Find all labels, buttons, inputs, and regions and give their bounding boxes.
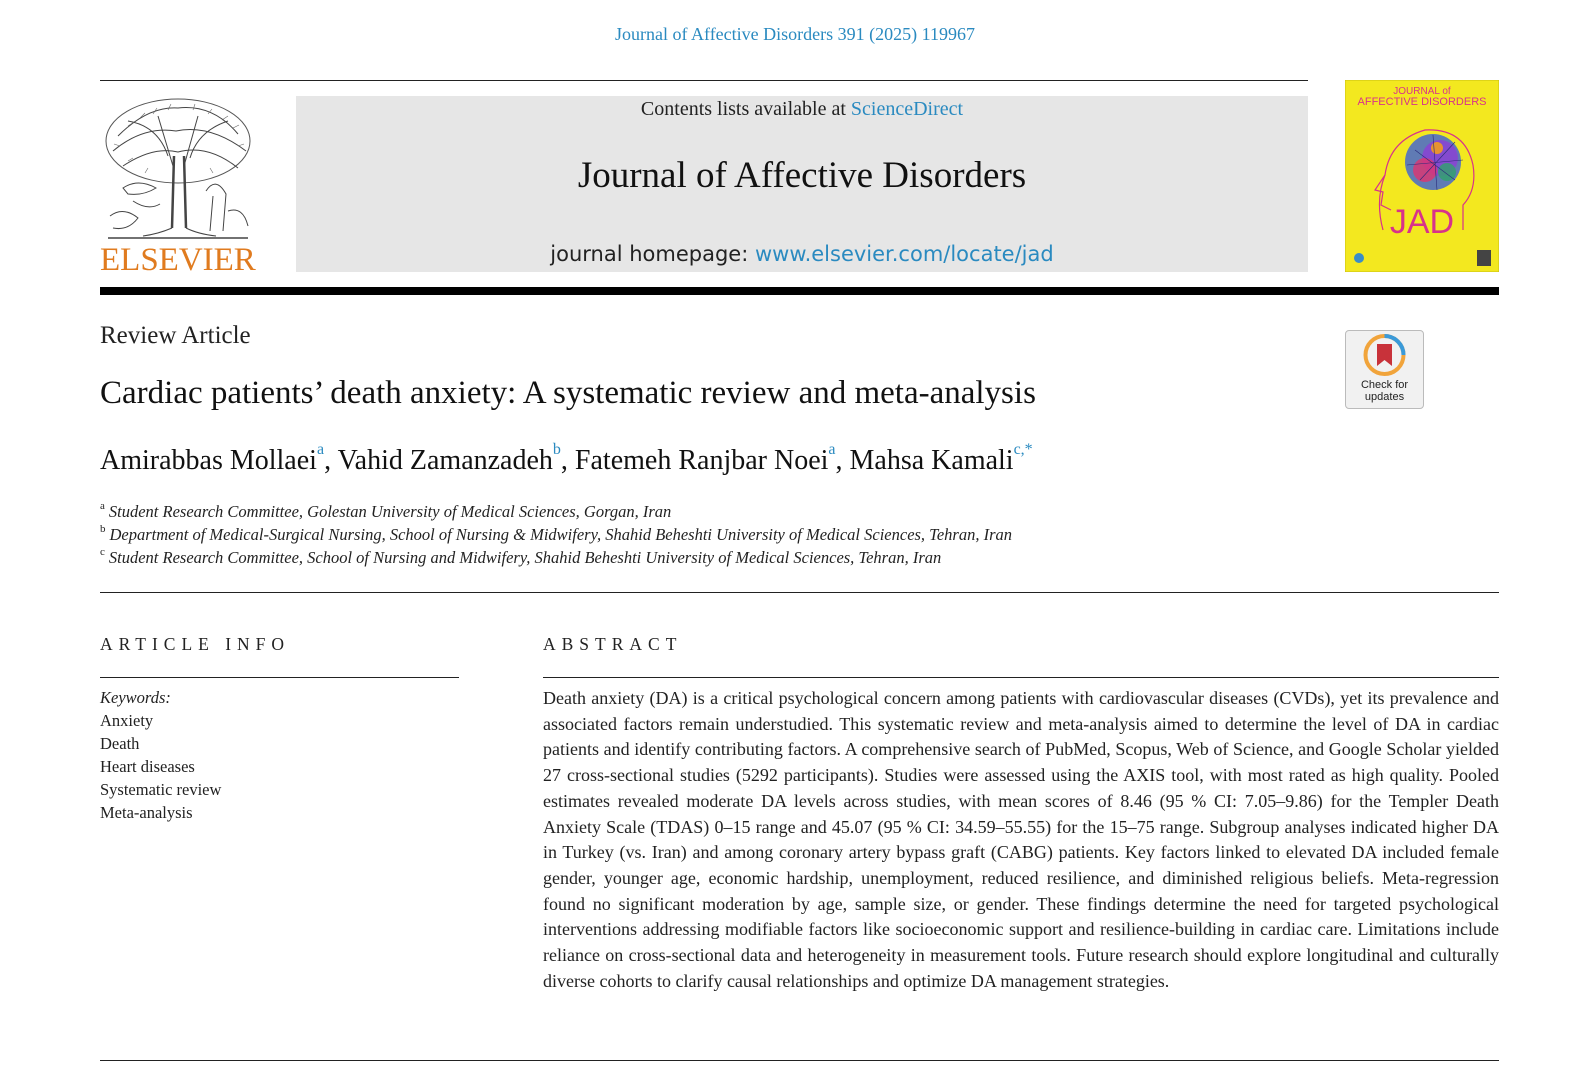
author-separator: , [560, 445, 575, 476]
keyword-item[interactable]: Meta-analysis [100, 803, 193, 822]
affiliation-text: Student Research Committee, Golestan University of Medical Sciences, Gorgan, Iran [108, 502, 672, 521]
sciencedirect-link[interactable]: ScienceDirect [850, 98, 964, 120]
elsevier-tree-icon [98, 96, 256, 246]
affiliation-text: Department of Medical-Surgical Nursing, School of Nursing & Midwifery, Shahid Beheshti University of Medical Sciences, Tehran, Iran [109, 525, 1013, 544]
contents-available-line [296, 98, 1308, 121]
affiliation-mark: a [100, 500, 105, 512]
journal-cover-art [1345, 80, 1499, 272]
check-for-updates-icon [1346, 331, 1423, 381]
author-affiliation-mark[interactable]: b [552, 441, 561, 458]
author-affiliation-mark[interactable]: a [828, 441, 836, 458]
keywords-label: Keywords: [100, 688, 171, 707]
footer-rule [100, 1060, 1499, 1061]
homepage-link[interactable]: www.elsevier.com/locate/jad [754, 242, 1054, 266]
author-name[interactable]: Mahsa Kamali [849, 445, 1014, 476]
affiliation-c [100, 548, 941, 568]
journal-homepage-line [296, 242, 1308, 266]
affiliation-mark: c [100, 546, 105, 558]
journal-cover[interactable] [1345, 80, 1499, 272]
journal-title: Journal of Affective Disorders [577, 155, 1027, 196]
contents-prefix: Contents lists available at [640, 98, 851, 120]
affiliation-b [100, 525, 1012, 545]
homepage-prefix: journal homepage: [550, 242, 755, 266]
cover-title-line1: JOURNAL of [1393, 86, 1451, 97]
article-title: Cardiac patients’ death anxiety: A systematic review and meta-analysis [100, 375, 1036, 411]
keyword-item[interactable]: Anxiety [100, 711, 154, 730]
header-rule [100, 80, 1308, 81]
cover-title-line2: AFFECTIVE DISORDERS [1357, 96, 1487, 108]
section-rule [100, 592, 1499, 593]
keywords-list [100, 686, 221, 824]
keyword-item[interactable]: Heart diseases [100, 757, 195, 776]
header-thick-rule [100, 287, 1499, 295]
abstract-heading: ABSTRACT [543, 634, 683, 654]
affiliation-a [100, 502, 671, 522]
keyword-item[interactable]: Death [100, 734, 140, 753]
abstract-rule [543, 677, 1499, 678]
author-name[interactable]: Amirabbas Mollaei [100, 445, 317, 476]
keyword-item[interactable]: Systematic review [100, 780, 222, 799]
author-separator: , [835, 445, 850, 476]
author-separator: , [324, 445, 338, 476]
author-affiliation-mark[interactable]: c,* [1013, 441, 1033, 458]
author-name[interactable]: Fatemeh Ranjbar Noei [574, 445, 829, 476]
affiliation-mark: b [100, 523, 106, 535]
article-type: Review Article [100, 322, 251, 349]
affiliation-text: Student Research Committee, School of Nursing and Midwifery, Shahid Beheshti University of Medical Sciences, Tehran, Iran [108, 548, 942, 567]
author-list [100, 441, 1033, 477]
cover-abbrev: JAD [1389, 203, 1455, 241]
check-for-updates-button[interactable] [1345, 330, 1424, 409]
article-info-rule [100, 677, 459, 678]
elsevier-wordmark: ELSEVIER [100, 242, 256, 278]
journal-citation[interactable]: Journal of Affective Disorders 391 (2025) 119967 [615, 24, 975, 44]
check-for-updates-label: Check for updates [1360, 379, 1409, 403]
elsevier-logo[interactable] [98, 96, 256, 278]
author-name[interactable]: Vahid Zamanzadeh [337, 445, 553, 476]
article-info-heading: ARTICLE INFO [100, 634, 291, 654]
journal-banner [296, 96, 1308, 272]
abstract-body: Death anxiety (DA) is a critical psychological concern among patients with cardiovascular diseases (CVDs), yet its prevalence and associated factors remain understudied. This systematic review and meta-analysis aimed to determine the level of DA in cardiac patients and identify contributing factors. A comprehensive search of PubMed, Scopus, Web of Science, and Google Scholar yielded 27 cross-sectional studies (5292 participants). Studies were assessed using the AXIS tool, with most rated as high quality. Pooled estimates revealed moderate DA levels across studies, with mean scores of 8.46 (95 % CI: 7.05–9.86) for the Templer Death Anxiety Scale (TDAS) 0–15 range and 45.07 (95 % CI: 34.59–55.55) for the 15–75 range. Subgroup analyses indicated higher DA in Turkey (vs. Iran) and among coronary artery bypass graft (CABG) patients. Key factors linked to elevated DA included female gender, younger age, economic hardship, unemployment, reduced resilience, and diminished religious beliefs. Meta-regression found no significant moderation by age, sample size, or gender. These findings determine the need for targeted psychological interventions addressing modifiable factors like socioeconomic support and resilience-building in cardiac care. Limitations include reliance on cross-sectional data and heterogeneity in measurement tools. Future research should explore longitudinal and culturally diverse cohorts to clarify causal relationships and optimize DA management strategies. [543, 688, 1499, 991]
author-affiliation-mark[interactable]: a [316, 441, 325, 458]
